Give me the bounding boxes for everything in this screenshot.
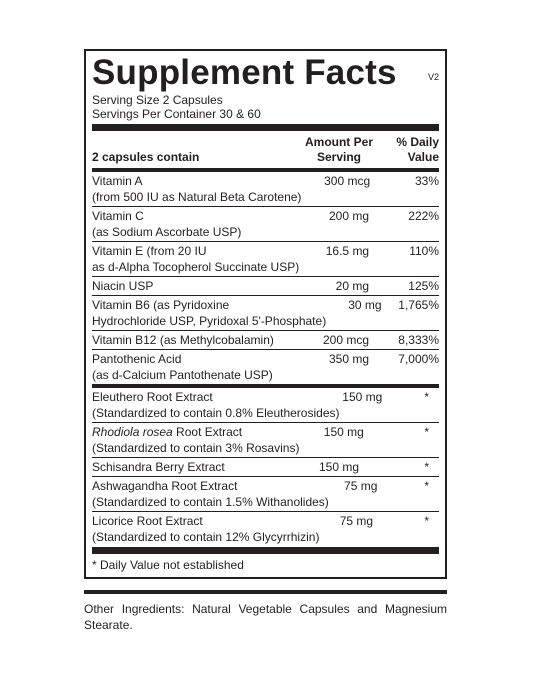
ingredient-amount: 150 mg: [342, 390, 383, 404]
ingredient-line2: (Standardized to contain 0.8% Eleutherosides): [92, 406, 340, 420]
vitamin-row: [92, 206, 439, 241]
ingredient-line1: [92, 297, 326, 313]
ingredient-daily-value: 7,000%: [398, 352, 439, 366]
title-text: Supplement Facts: [92, 53, 397, 92]
ingredient-line2: (as d-Calcium Pantothenate USP): [92, 368, 273, 382]
ingredient-line1: [92, 389, 339, 405]
ingredient-line1-text: Root Extract: [172, 425, 243, 439]
vitamin-row: [92, 330, 439, 349]
ingredient-daily-value: *: [424, 460, 429, 474]
herb-row: [92, 422, 439, 457]
column-header: [92, 131, 439, 168]
ingredient-italic-name: Rhodiola rosea: [92, 425, 173, 439]
vitamin-list: [92, 172, 439, 384]
ingredient-amount: 16.5 mg: [325, 244, 370, 258]
ingredient-amount: 150 mg: [318, 460, 359, 474]
ingredient-daily-value: *: [424, 390, 429, 404]
vitamin-row: [92, 172, 439, 206]
herb-list: [92, 388, 439, 546]
ingredient-line2: (Standardized to contain 12% Glycyrrhizin): [92, 530, 320, 544]
ingredient-line1-text: Eleuthero Root Extract: [92, 390, 213, 404]
ingredient-amount: 30 mg: [348, 298, 382, 312]
ingredient-amount: 75 mg: [339, 514, 374, 528]
header-amount: [299, 135, 379, 165]
ingredient-line1-text: Vitamin E (from 20 IU: [92, 244, 207, 258]
ingredient-daily-value: 222%: [408, 209, 439, 223]
ingredient-line2: (from 500 IU as Natural Beta Carotene): [92, 190, 302, 204]
ingredient-line1-text: Schisandra Berry Extract: [92, 460, 225, 474]
divider-thick: [92, 124, 439, 131]
vitamin-row: [92, 295, 439, 330]
ingredient-line1-text: Ashwagandha Root Extract: [92, 479, 238, 493]
divider-thick: [92, 547, 439, 554]
ingredient-amount: 200 mg: [328, 209, 369, 223]
version-label: V2: [427, 72, 439, 82]
ingredient-amount: 20 mg: [335, 279, 369, 293]
ingredient-line1-text: Licorice Root Extract: [92, 514, 203, 528]
ingredient-amount: 200 mcg: [322, 333, 369, 347]
panel-title: [92, 53, 439, 93]
ingredient-line1-text: Pantothenic Acid: [92, 352, 182, 366]
servings-per-container: Servings Per Container 30 & 60: [92, 107, 261, 121]
supplement-facts-panel: [84, 49, 447, 579]
ingredient-amount: 350 mg: [328, 352, 369, 366]
ingredient-name: [92, 208, 299, 240]
ingredient-line1-text: Niacin USP: [92, 279, 154, 293]
ingredient-line1-text: Vitamin B12 (as Methylcobalamin): [92, 333, 274, 347]
header-dv-line2: Value: [407, 150, 439, 164]
header-amount-line2: Serving: [316, 150, 361, 164]
ingredient-line2: (Standardized to contain 1.5% Withanolides): [92, 495, 329, 509]
ingredient-amount: 300 mcg: [324, 174, 371, 188]
ingredient-name: [92, 243, 299, 275]
serving-size: Serving Size 2 Capsules: [92, 93, 223, 107]
ingredient-line2: (Standardized to contain 3% Rosavins): [92, 441, 300, 455]
daily-value-footnote: * Daily Value not established: [92, 558, 244, 572]
ingredient-daily-value: 8,333%: [398, 333, 439, 347]
ingredient-name: [92, 173, 301, 205]
ingredient-line1-text: Vitamin A: [92, 174, 143, 188]
ingredient-line1: [92, 332, 299, 348]
herb-row: [92, 476, 439, 511]
vitamin-row: [92, 241, 439, 276]
panel-bottom-bar: [84, 590, 447, 594]
header-amount-line1: Amount Per: [304, 135, 373, 149]
ingredient-amount: 75 mg: [344, 479, 378, 493]
ingredient-daily-value: 1,765%: [398, 298, 439, 312]
ingredient-daily-value: 125%: [408, 279, 439, 293]
ingredient-name: [92, 351, 299, 383]
ingredient-amount: 150 mg: [323, 425, 364, 439]
vitamin-row: [92, 276, 439, 295]
ingredient-name: [92, 424, 299, 456]
ingredient-line1-text: Vitamin C: [92, 209, 144, 223]
ingredient-line1: [92, 351, 299, 367]
header-dv-line1: % Daily: [396, 135, 439, 149]
ingredient-name: [92, 459, 289, 475]
herb-row: [92, 457, 439, 476]
ingredient-line1: [92, 173, 301, 189]
vitamin-row: [92, 349, 439, 384]
ingredient-name: [92, 297, 326, 329]
ingredient-line1: [92, 424, 299, 440]
ingredient-daily-value: *: [424, 479, 429, 493]
ingredient-line2: Hydrochloride USP, Pyridoxal 5'-Phosphate): [92, 314, 327, 328]
ingredient-line1: [92, 459, 289, 475]
ingredient-line1: [92, 243, 299, 259]
other-ingredients: Other Ingredients: Natural Vegetable Capsules and Magnesium Stearate.: [84, 602, 447, 632]
ingredient-name: [92, 278, 299, 294]
ingredient-line1: [92, 208, 299, 224]
header-contents: 2 capsules contain: [92, 150, 200, 164]
ingredient-name: [92, 332, 299, 348]
ingredient-line2: (as Sodium Ascorbate USP): [92, 225, 242, 239]
ingredient-line1-text: Vitamin B6 (as Pyridoxine: [92, 298, 230, 312]
ingredient-name: [92, 389, 339, 421]
header-daily-value: [379, 135, 439, 165]
ingredient-line1: [92, 513, 319, 529]
ingredient-daily-value: 33%: [414, 174, 439, 188]
ingredient-daily-value: *: [424, 425, 429, 439]
herb-row: [92, 388, 439, 422]
ingredient-name: [92, 478, 329, 510]
ingredient-daily-value: *: [424, 514, 429, 528]
herb-row: [92, 511, 439, 546]
ingredient-line1: [92, 278, 299, 294]
ingredient-name: [92, 513, 319, 545]
ingredient-daily-value: 110%: [409, 244, 439, 258]
ingredient-line1: [92, 478, 329, 494]
ingredient-line2: as d-Alpha Tocopherol Succinate USP): [92, 260, 300, 274]
